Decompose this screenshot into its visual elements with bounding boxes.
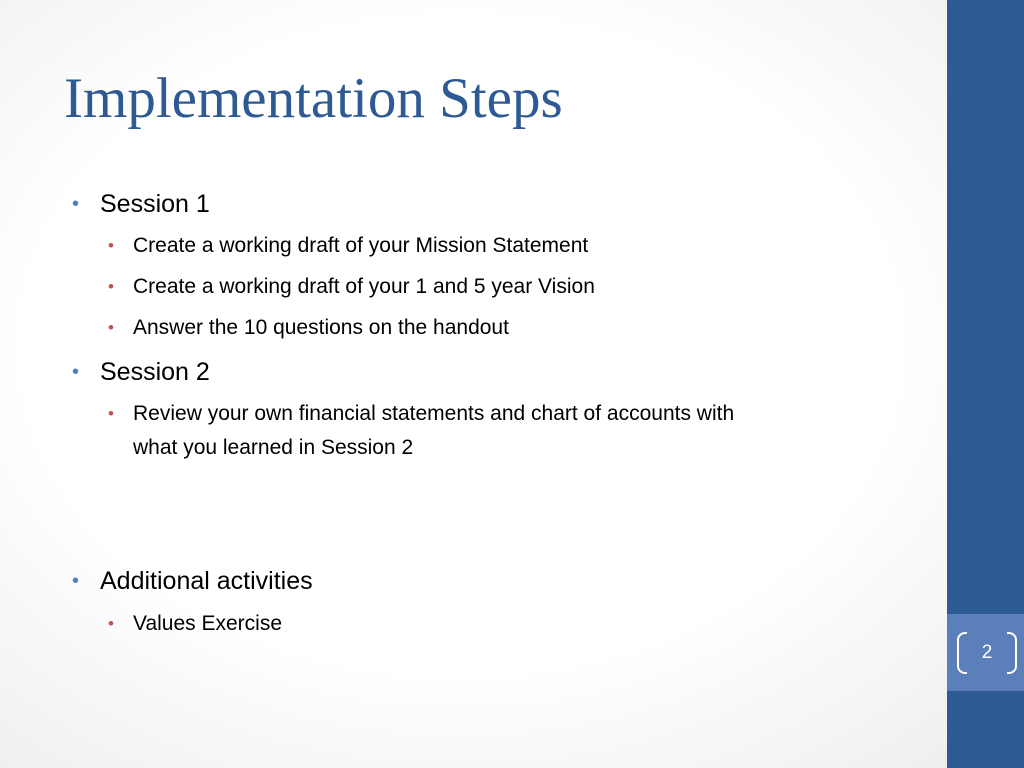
sub-bullet-icon: • — [108, 236, 114, 255]
bullet-text: Additional activities — [100, 567, 313, 595]
sub-bullet-questions — [108, 311, 509, 345]
bullet-text: Session 2 — [100, 358, 210, 386]
sub-bullet-text: Review your own financial statements and chart of accounts with — [133, 402, 735, 425]
sub-bullet-financial-review-cont — [133, 431, 413, 465]
sub-bullet-values-exercise — [108, 607, 283, 641]
sub-bullet-text: Values Exercise — [133, 612, 283, 635]
sub-bullet-vision — [108, 270, 595, 304]
bullet-session-1 — [72, 189, 210, 219]
sub-bullet-icon: • — [108, 614, 114, 633]
sub-bullet-icon: • — [108, 277, 114, 296]
page-number: 2 — [981, 642, 993, 663]
sub-bullet-text: Create a working draft of your 1 and 5 year Vision — [133, 275, 595, 298]
bullet-additional-activities — [72, 566, 313, 596]
right-brace-icon — [1007, 632, 1017, 674]
sub-bullet-icon: • — [108, 318, 114, 337]
bullet-icon: • — [72, 361, 80, 383]
sub-bullet-icon: • — [108, 404, 114, 423]
sub-bullet-text: what you learned in Session 2 — [133, 436, 414, 459]
bullet-text: Session 1 — [100, 190, 210, 218]
left-brace-icon — [957, 632, 967, 674]
bullet-session-2 — [72, 357, 210, 387]
slide-title: Implementation Steps — [64, 67, 563, 130]
bullet-icon: • — [72, 193, 80, 215]
sub-bullet-text: Create a working draft of your Mission Statement — [133, 234, 589, 257]
sub-bullet-text: Answer the 10 questions on the handout — [133, 316, 509, 339]
sub-bullet-mission — [108, 229, 589, 263]
bullet-icon: • — [72, 570, 80, 592]
sub-bullet-financial-review — [108, 397, 735, 431]
